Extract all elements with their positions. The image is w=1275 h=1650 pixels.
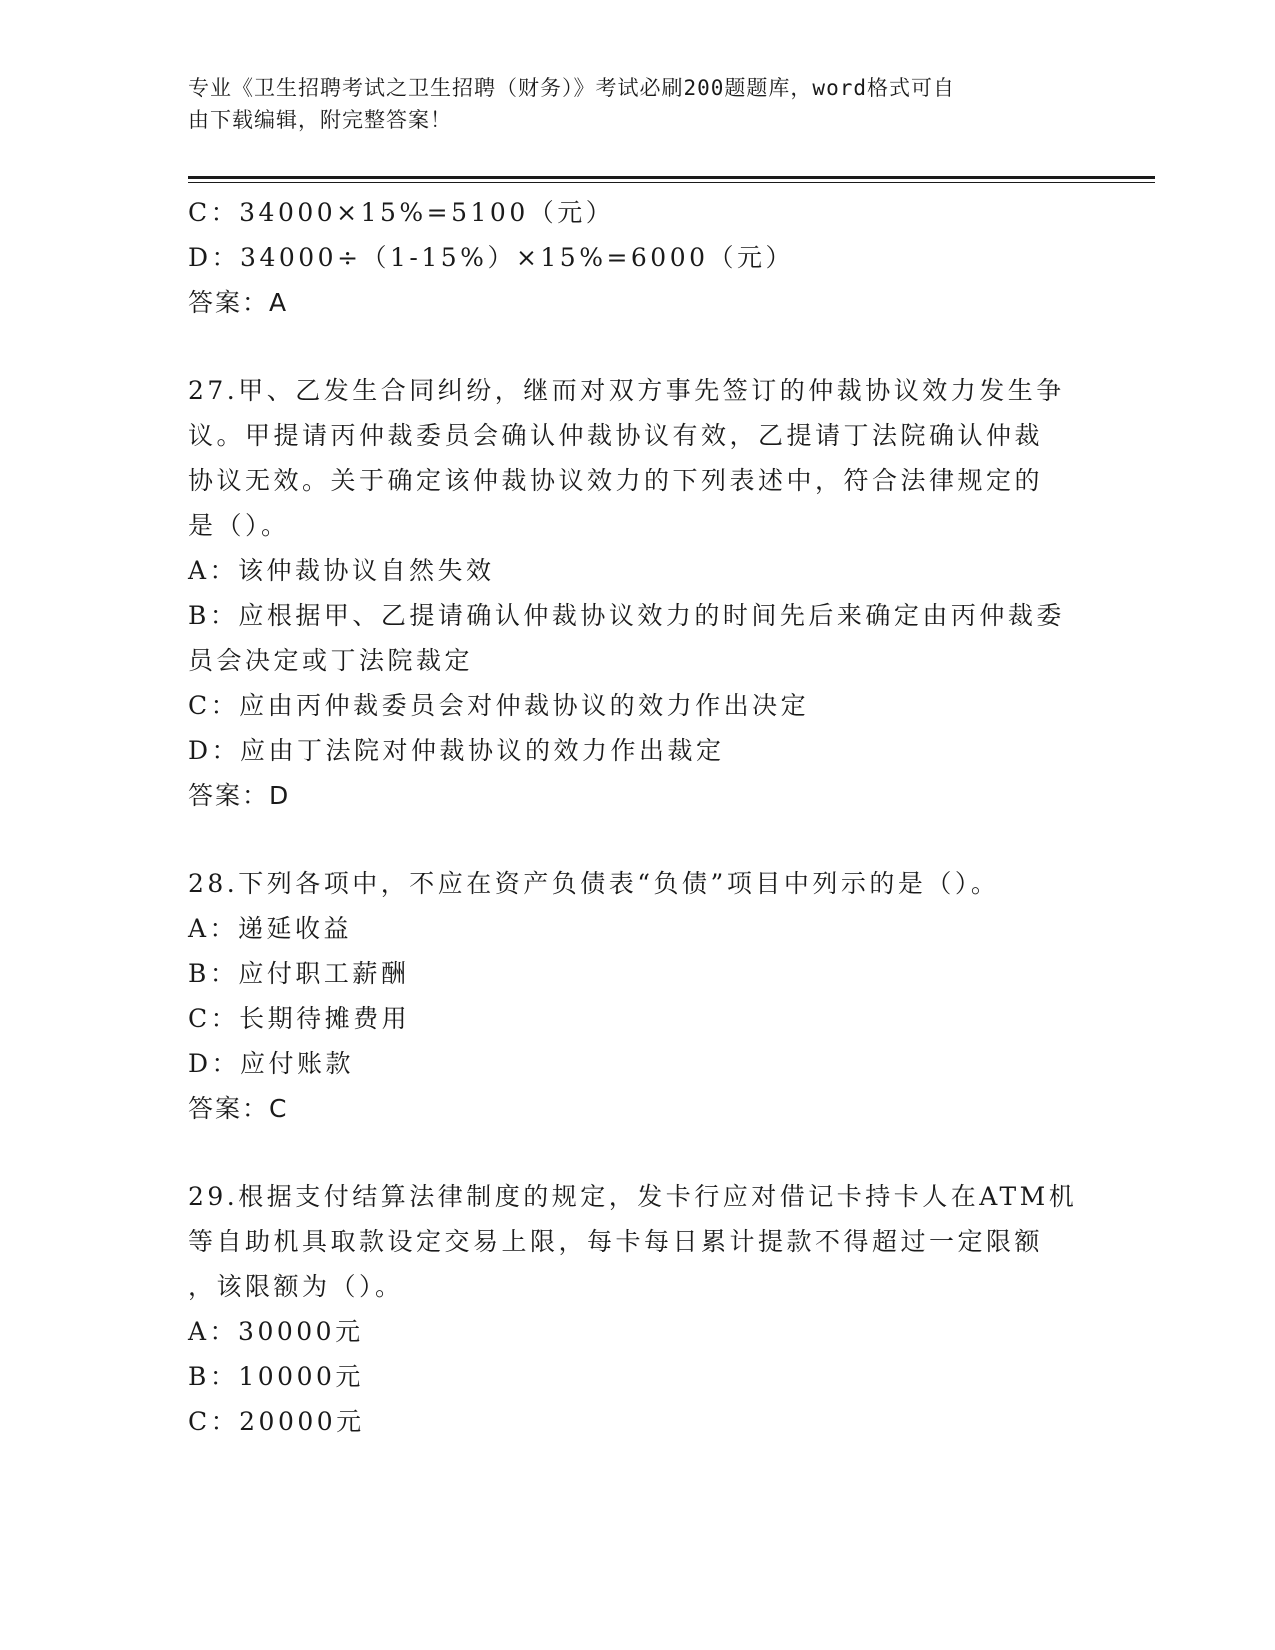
option-c: C：长期待摊费用 [188,1004,411,1033]
question-stem-line: 等自助机具取款设定交易上限，每卡每日累计提款不得超过一定限额 [188,1227,1044,1256]
question-stem-line: 29.根据支付结算法律制度的规定，发卡行应对借记卡持卡人在ATM机 [188,1182,1078,1211]
option-a: A：30000元 [188,1317,364,1346]
document-body [188,190,1088,1444]
question-stem-line: ，该限额为（）。 [188,1272,404,1301]
header-line: 由下载编辑，附完整答案！ [188,108,452,132]
question-stem-line: 27.甲、乙发生合同纠纷，继而对双方事先签订的仲裁协议效力发生争 [188,376,1065,405]
question-stem-line: 议。甲提请丙仲裁委员会确认仲裁协议有效，乙提请丁法院确认仲裁 [188,421,1044,450]
answer: 答案：C [188,1094,289,1123]
option-b: B：应付职工薪酬 [188,959,410,988]
header-line: 专业《卫生招聘考试之卫生招聘（财务）》考试必刷200题题库，word格式可自 [188,76,955,100]
option-c: C：20000元 [188,1407,365,1436]
question-29 [188,1174,1088,1444]
question-stem-line: 28.下列各项中，不应在资产负债表“负债”项目中列示的是（）。 [188,869,1000,898]
answer: 答案：A [188,288,289,317]
question-28 [188,861,1088,1131]
option-d: D：应由丁法院对仲裁协议的效力作出裁定 [188,736,725,765]
option-b: B：10000元 [188,1362,364,1391]
header-rule-thin [188,182,1155,183]
question-stem-line: 协议无效。关于确定该仲裁协议效力的下列表述中，符合法律规定的 [188,466,1044,495]
option-b: B：应根据甲、乙提请确认仲裁协议效力的时间先后来确定由丙仲裁委 [188,601,1065,630]
option-c: C：应由丙仲裁委员会对仲裁协议的效力作出决定 [188,691,810,720]
option-b-cont: 员会决定或丁法院裁定 [188,646,474,675]
option-a: A：递延收益 [188,914,353,943]
answer: 答案：D [188,781,291,810]
option-a: A：该仲裁协议自然失效 [188,556,495,585]
header-rule [188,176,1155,179]
question-26-tail [188,190,1088,325]
option-c: C：34000×15%=5100（元） [188,198,615,227]
option-d: D：34000÷（1-15%）×15%=6000（元） [188,243,795,272]
option-d: D：应付账款 [188,1049,355,1078]
question-stem-line: 是（）。 [188,511,290,540]
document-header [188,72,1068,136]
question-27 [188,368,1088,818]
